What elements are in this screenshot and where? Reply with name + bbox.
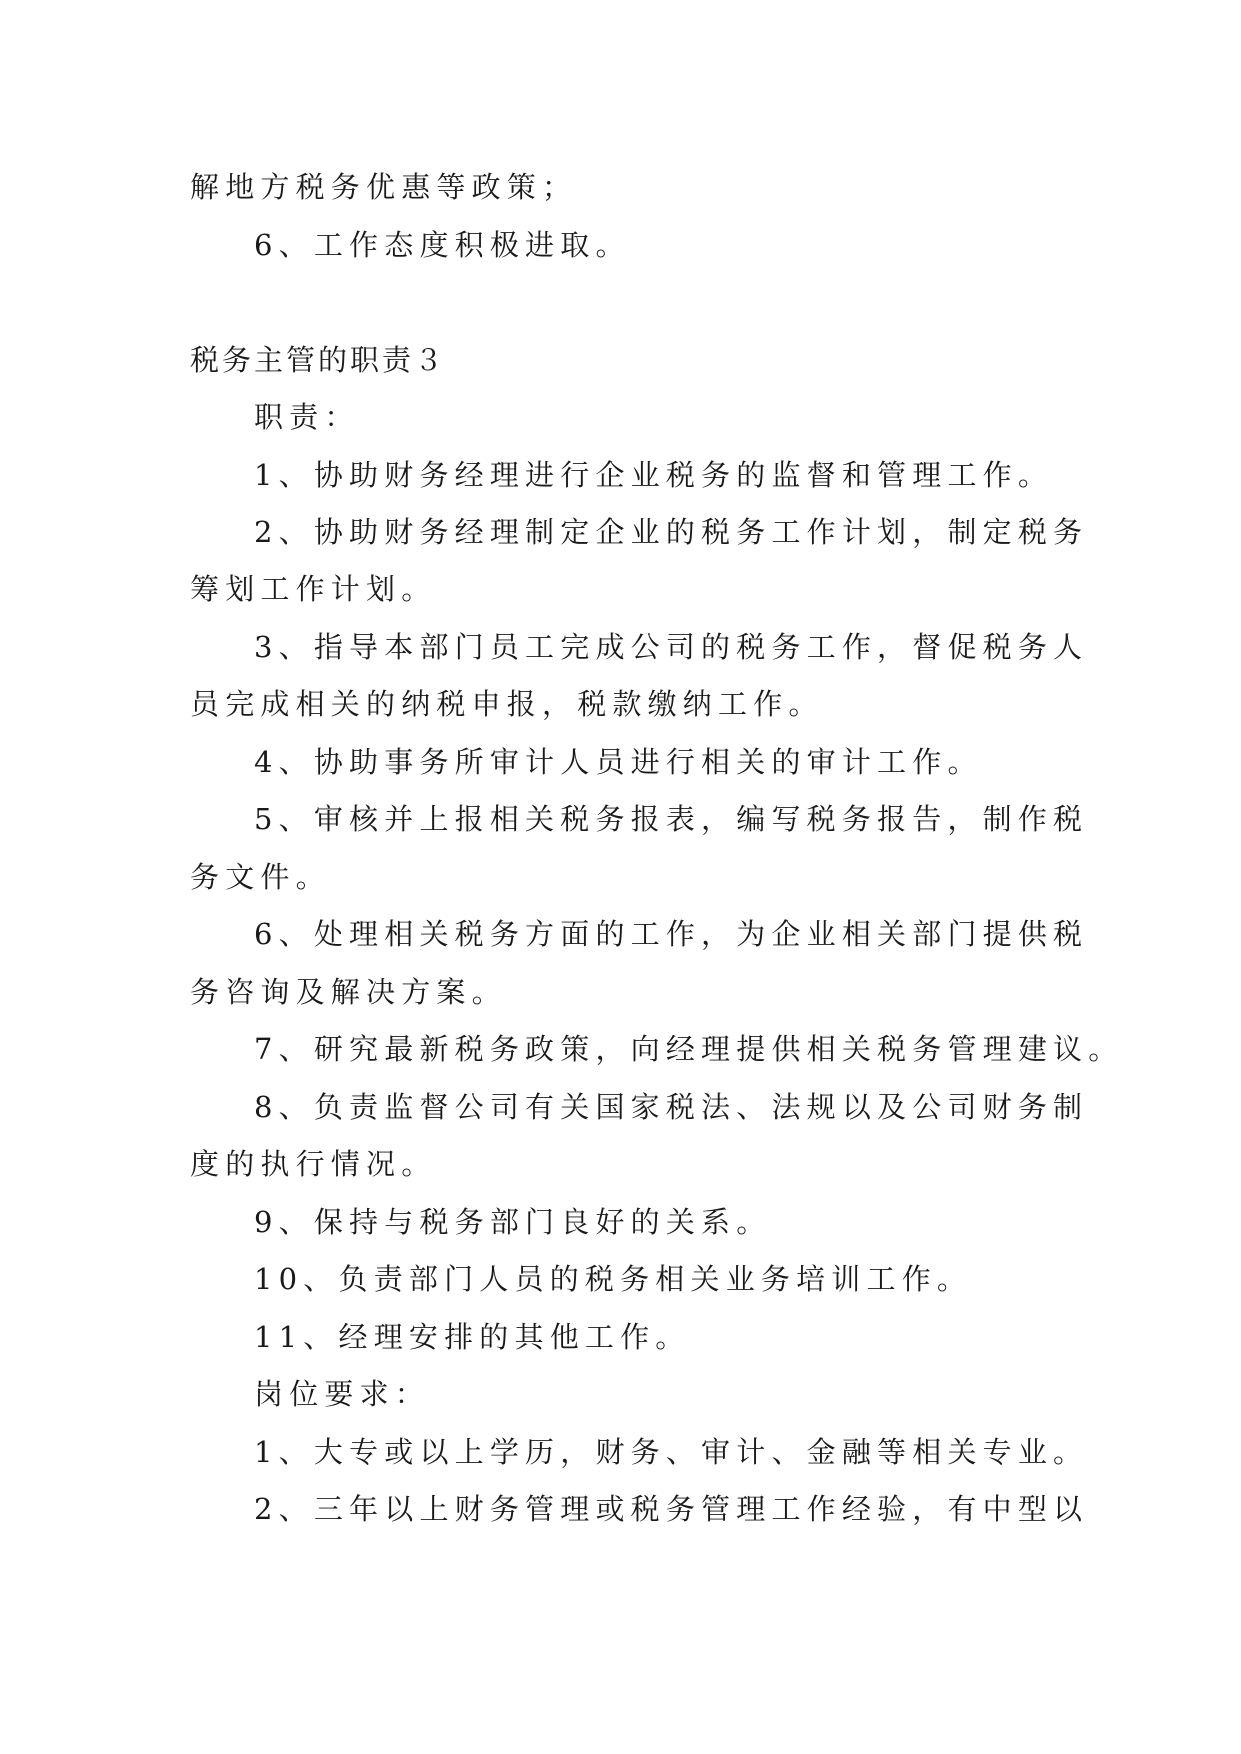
paragraph-line: 9、保持与税务部门良好的关系。 [254, 1205, 772, 1239]
paragraph-line: 2、协助财务经理制定企业的税务工作计划，制定税务 [254, 515, 1089, 549]
paragraph-line: 务咨询及解决方案。 [190, 975, 507, 1009]
paragraph-line: 度的执行情况。 [190, 1147, 437, 1181]
paragraph-line: 4、协助事务所审计人员进行相关的审计工作。 [254, 745, 983, 779]
paragraph-line: 1、协助财务经理进行企业税务的监督和管理工作。 [254, 458, 1054, 492]
paragraph-line: 2、三年以上财务管理或税务管理工作经验，有中型以 [254, 1492, 1089, 1526]
paragraph-line: 3、指导本部门员工完成公司的税务工作，督促税务人 [254, 630, 1089, 664]
paragraph-line: 务文件。 [190, 860, 331, 894]
paragraph-line: 7、研究最新税务政策，向经理提供相关税务管理建议。 [254, 1032, 1124, 1066]
section-heading: 税务主管的职责３ [190, 343, 447, 377]
paragraph-line: 8、负责监督公司有关国家税法、法规以及公司财务制 [254, 1090, 1089, 1124]
paragraph-line: 6、工作态度积极进取。 [254, 228, 631, 262]
paragraph-line: 6、处理相关税务方面的工作，为企业相关部门提供税 [254, 917, 1089, 951]
paragraph-line: 员完成相关的纳税申报，税款缴纳工作。 [190, 687, 824, 721]
paragraph-line: 筹划工作计划。 [190, 572, 437, 606]
paragraph-line: 职责： [254, 400, 360, 434]
paragraph-line: 1、大专或以上学历，财务、审计、金融等相关专业。 [254, 1435, 1089, 1469]
paragraph-line: 5、审核并上报相关税务报表，编写税务报告，制作税 [254, 802, 1089, 836]
paragraph-line: 解地方税务优惠等政策； [190, 170, 578, 204]
paragraph-line: 岗位要求： [254, 1377, 431, 1411]
paragraph-line: 10、负责部门人员的税务相关业务培训工作。 [254, 1262, 973, 1296]
paragraph-line: 11、经理安排的其他工作。 [254, 1320, 691, 1354]
